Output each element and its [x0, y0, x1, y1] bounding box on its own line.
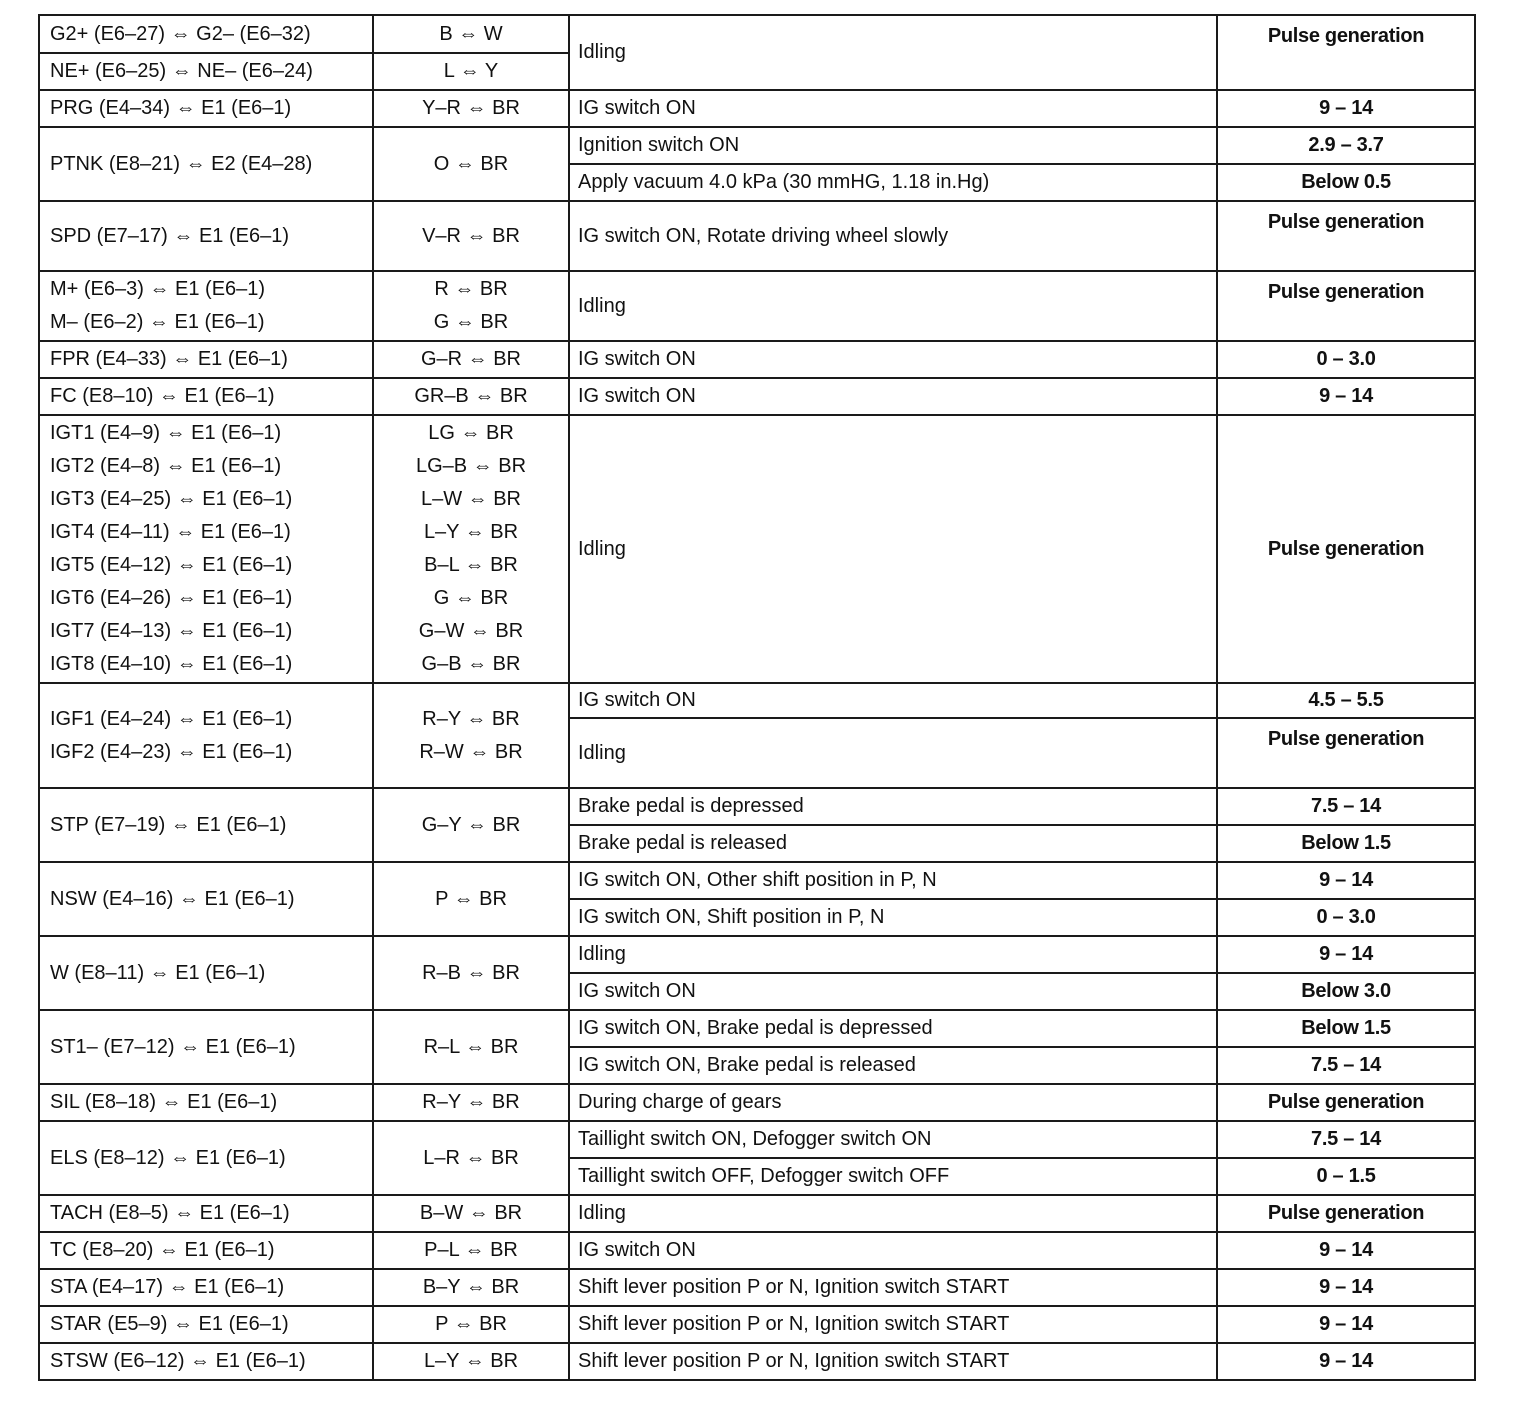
terminal-label: TC (E8–20) ⇔ E1 (E6–1) — [50, 1239, 275, 1261]
wire-color-cell — [373, 415, 569, 683]
wire-color-label: G–W ⇔ BR — [418, 620, 524, 642]
table-row — [39, 1010, 1475, 1047]
terminal-label: PRG (E4–34) ⇔ E1 (E6–1) — [50, 97, 292, 119]
terminal-label: SPD (E7–17) ⇔ E1 (E6–1) — [50, 224, 289, 247]
table-row — [39, 862, 1475, 899]
terminal-label: NSW (E4–16) ⇔ E1 (E6–1) — [50, 887, 295, 910]
terminal-label: PTNK (E8–21) ⇔ E2 (E4–28) — [50, 152, 313, 175]
table-row — [39, 15, 1475, 53]
condition-cell: Taillight switch ON, Defogger switch ON — [569, 1121, 1217, 1158]
terminal-cell — [39, 201, 373, 271]
terminal-cell — [39, 1084, 373, 1121]
wire-color-cell: B ⇔ W — [373, 15, 569, 53]
wire-color-cell — [373, 1232, 569, 1269]
wire-color-label: LG ⇔ BR — [428, 422, 514, 444]
terminal-voltage-table — [38, 14, 1476, 1381]
wire-color-cell — [373, 862, 569, 936]
condition-cell: IG switch ON, Other shift position in P, N — [569, 862, 1217, 899]
wire-color-label: L–Y ⇔ BR — [423, 1350, 519, 1372]
std-value-cell: Below 1.5 — [1217, 825, 1475, 862]
std-value-cell: Pulse generation — [1217, 1084, 1475, 1121]
std-value-cell: 7.5 – 14 — [1217, 788, 1475, 825]
table-body — [39, 15, 1475, 1380]
terminal-label: M+ (E6–3) ⇔ E1 (E6–1) — [50, 278, 266, 300]
wire-color-cell — [373, 378, 569, 415]
wire-color-label: L–Y ⇔ BR — [423, 521, 519, 543]
terminal-label: STA (E4–17) ⇔ E1 (E6–1) — [50, 1276, 285, 1298]
std-value-cell: Pulse generation — [1217, 201, 1475, 271]
terminal-label: ELS (E8–12) ⇔ E1 (E6–1) — [50, 1146, 286, 1169]
terminal-label: M– (E6–2) ⇔ E1 (E6–1) — [50, 311, 265, 333]
std-value-cell: 2.9 – 3.7 — [1217, 127, 1475, 164]
condition-cell: Apply vacuum 4.0 kPa (30 mmHG, 1.18 in.Hg) — [569, 164, 1217, 201]
condition-cell: IG switch ON, Brake pedal is released — [569, 1047, 1217, 1084]
wire-color-cell: L ⇔ Y — [373, 53, 569, 90]
condition-cell: Idling — [569, 415, 1217, 683]
terminal-label: STSW (E6–12) ⇔ E1 (E6–1) — [50, 1350, 306, 1372]
condition-cell: Brake pedal is released — [569, 825, 1217, 862]
terminal-cell — [39, 127, 373, 201]
wire-color-label: L–W ⇔ BR — [420, 488, 522, 510]
terminal-label: IGT2 (E4–8) ⇔ E1 (E6–1) — [50, 455, 282, 477]
condition-cell: Idling — [569, 718, 1217, 788]
condition-cell: IG switch ON — [569, 90, 1217, 127]
std-value-cell: 9 – 14 — [1217, 90, 1475, 127]
terminal-cell — [39, 1269, 373, 1306]
wire-color-label: V–R ⇔ BR — [422, 224, 520, 247]
table-row — [39, 788, 1475, 825]
terminal-cell — [39, 415, 373, 683]
terminal-label: IGF2 (E4–23) ⇔ E1 (E6–1) — [50, 740, 293, 763]
table-row — [39, 936, 1475, 973]
std-value-cell: 9 – 14 — [1217, 862, 1475, 899]
wire-color-label: G ⇔ BR — [433, 311, 509, 333]
terminal-label: IGT6 (E4–26) ⇔ E1 (E6–1) — [50, 587, 293, 609]
terminal-cell — [39, 1121, 373, 1195]
condition-cell: During charge of gears — [569, 1084, 1217, 1121]
condition-cell: IG switch ON, Rotate driving wheel slowly — [569, 201, 1217, 271]
wire-color-label: B–L ⇔ BR — [424, 554, 518, 576]
std-value-cell: 9 – 14 — [1217, 378, 1475, 415]
std-value-cell: 9 – 14 — [1217, 1269, 1475, 1306]
table-row — [39, 271, 1475, 341]
std-value-cell: 9 – 14 — [1217, 1343, 1475, 1380]
wire-color-cell — [373, 201, 569, 271]
std-value-cell: 0 – 3.0 — [1217, 899, 1475, 936]
std-value-cell: 9 – 14 — [1217, 1232, 1475, 1269]
terminal-label: SIL (E8–18) ⇔ E1 (E6–1) — [50, 1091, 278, 1113]
std-value-cell: 0 – 1.5 — [1217, 1158, 1475, 1195]
terminal-cell — [39, 683, 373, 788]
wire-color-cell — [373, 788, 569, 862]
table-row — [39, 1195, 1475, 1232]
terminal-label: TACH (E8–5) ⇔ E1 (E6–1) — [50, 1202, 290, 1224]
wire-color-label: O ⇔ BR — [433, 152, 509, 175]
wire-color-label: L–R ⇔ BR — [423, 1146, 519, 1169]
table-row — [39, 341, 1475, 378]
wire-color-label: B–Y ⇔ BR — [422, 1276, 520, 1298]
terminal-label: IGT3 (E4–25) ⇔ E1 (E6–1) — [50, 488, 293, 510]
condition-cell: Shift lever position P or N, Ignition switch START — [569, 1269, 1217, 1306]
terminal-label: ST1– (E7–12) ⇔ E1 (E6–1) — [50, 1035, 296, 1058]
terminal-label: STP (E7–19) ⇔ E1 (E6–1) — [50, 813, 287, 836]
wire-color-label: B–W ⇔ BR — [419, 1202, 523, 1224]
table-row — [39, 1269, 1475, 1306]
wire-color-cell — [373, 1269, 569, 1306]
condition-cell: IG switch ON — [569, 683, 1217, 718]
condition-cell: Shift lever position P or N, Ignition switch START — [569, 1306, 1217, 1343]
terminal-cell — [39, 936, 373, 1010]
terminal-cell — [39, 862, 373, 936]
table-row — [39, 1121, 1475, 1158]
table-row — [39, 1084, 1475, 1121]
wire-color-label: G ⇔ BR — [433, 587, 509, 609]
wire-color-label: R–B ⇔ BR — [422, 961, 520, 984]
std-value-cell: 9 – 14 — [1217, 1306, 1475, 1343]
condition-cell: IG switch ON — [569, 973, 1217, 1010]
wire-color-cell — [373, 683, 569, 788]
terminal-cell — [39, 1343, 373, 1380]
table-row — [39, 1343, 1475, 1380]
terminal-label: IGT1 (E4–9) ⇔ E1 (E6–1) — [50, 422, 282, 444]
std-value-cell: 7.5 – 14 — [1217, 1121, 1475, 1158]
wire-color-label: GR–B ⇔ BR — [414, 385, 528, 407]
wire-color-label: G–B ⇔ BR — [421, 653, 521, 675]
condition-cell: IG switch ON — [569, 1232, 1217, 1269]
wire-color-label: G–Y ⇔ BR — [421, 813, 521, 836]
std-value-cell: Pulse generation — [1217, 1195, 1475, 1232]
terminal-cell — [39, 1195, 373, 1232]
wire-color-label: Y–R ⇔ BR — [422, 97, 520, 119]
std-value-cell: Below 0.5 — [1217, 164, 1475, 201]
table-row — [39, 1306, 1475, 1343]
terminal-label: W (E8–11) ⇔ E1 (E6–1) — [50, 961, 266, 984]
std-value-cell: Below 3.0 — [1217, 973, 1475, 1010]
wire-color-cell — [373, 341, 569, 378]
terminal-cell — [39, 90, 373, 127]
wire-color-cell — [373, 1010, 569, 1084]
condition-cell: IG switch ON, Brake pedal is depressed — [569, 1010, 1217, 1047]
terminal-cell — [39, 341, 373, 378]
std-value-cell: 0 – 3.0 — [1217, 341, 1475, 378]
condition-cell: Idling — [569, 1195, 1217, 1232]
table-row — [39, 415, 1475, 683]
wire-color-label: R ⇔ BR — [434, 278, 508, 300]
terminal-cell — [39, 1306, 373, 1343]
terminal-label: IGT4 (E4–11) ⇔ E1 (E6–1) — [50, 521, 291, 543]
wire-color-cell — [373, 936, 569, 1010]
terminal-label: STAR (E5–9) ⇔ E1 (E6–1) — [50, 1313, 289, 1335]
wire-color-label: P ⇔ BR — [435, 887, 507, 910]
terminal-cell — [39, 788, 373, 862]
condition-cell: Ignition switch ON — [569, 127, 1217, 164]
wire-color-label: P ⇔ BR — [435, 1313, 507, 1335]
std-value-cell: Pulse generation — [1217, 718, 1475, 788]
table-row — [39, 683, 1475, 718]
terminal-cell — [39, 271, 373, 341]
wire-color-label: R–Y ⇔ BR — [422, 707, 520, 730]
wire-color-cell — [373, 1121, 569, 1195]
wire-color-label: R–L ⇔ BR — [423, 1035, 519, 1058]
condition-cell: Taillight switch OFF, Defogger switch OFF — [569, 1158, 1217, 1195]
std-value-cell: Pulse generation — [1217, 15, 1475, 90]
wire-color-cell — [373, 1343, 569, 1380]
table-row — [39, 127, 1475, 164]
wire-color-label: P–L ⇔ BR — [424, 1239, 518, 1261]
std-value-cell: 7.5 – 14 — [1217, 1047, 1475, 1084]
table-row — [39, 90, 1475, 127]
wire-color-cell — [373, 1195, 569, 1232]
condition-cell: IG switch ON — [569, 378, 1217, 415]
terminal-label: IGT7 (E4–13) ⇔ E1 (E6–1) — [50, 620, 293, 642]
wire-color-cell — [373, 271, 569, 341]
wire-color-label: R–Y ⇔ BR — [422, 1091, 520, 1113]
wire-color-label: G–R ⇔ BR — [420, 348, 522, 370]
condition-cell: Brake pedal is depressed — [569, 788, 1217, 825]
table-row — [39, 201, 1475, 271]
terminal-cell: G2+ (E6–27) ⇔ G2– (E6–32) — [39, 15, 373, 53]
wire-color-cell — [373, 1306, 569, 1343]
table-row — [39, 378, 1475, 415]
std-value-cell: Below 1.5 — [1217, 1010, 1475, 1047]
table-row — [39, 1232, 1475, 1269]
std-value-cell: Pulse generation — [1217, 271, 1475, 341]
wire-color-label: LG–B ⇔ BR — [415, 455, 527, 477]
terminal-cell: NE+ (E6–25) ⇔ NE– (E6–24) — [39, 53, 373, 90]
std-value-cell: 9 – 14 — [1217, 936, 1475, 973]
terminal-label: IGT8 (E4–10) ⇔ E1 (E6–1) — [50, 653, 293, 675]
condition-cell: Idling — [569, 936, 1217, 973]
condition-cell: IG switch ON — [569, 341, 1217, 378]
terminal-cell — [39, 1010, 373, 1084]
wire-color-cell — [373, 1084, 569, 1121]
terminal-label: IGT5 (E4–12) ⇔ E1 (E6–1) — [50, 554, 293, 576]
terminal-label: IGF1 (E4–24) ⇔ E1 (E6–1) — [50, 707, 293, 730]
wire-color-cell — [373, 90, 569, 127]
condition-cell: Shift lever position P or N, Ignition switch START — [569, 1343, 1217, 1380]
wire-color-label: R–W ⇔ BR — [419, 740, 523, 763]
std-value-cell: Pulse generation — [1217, 415, 1475, 683]
std-value-cell: 4.5 – 5.5 — [1217, 683, 1475, 718]
condition-cell: Idling — [569, 15, 1217, 90]
terminal-cell — [39, 378, 373, 415]
terminal-label: FC (E8–10) ⇔ E1 (E6–1) — [50, 385, 275, 407]
condition-cell: Idling — [569, 271, 1217, 341]
condition-cell: IG switch ON, Shift position in P, N — [569, 899, 1217, 936]
wire-color-cell — [373, 127, 569, 201]
terminal-label: FPR (E4–33) ⇔ E1 (E6–1) — [50, 348, 288, 370]
terminal-cell — [39, 1232, 373, 1269]
